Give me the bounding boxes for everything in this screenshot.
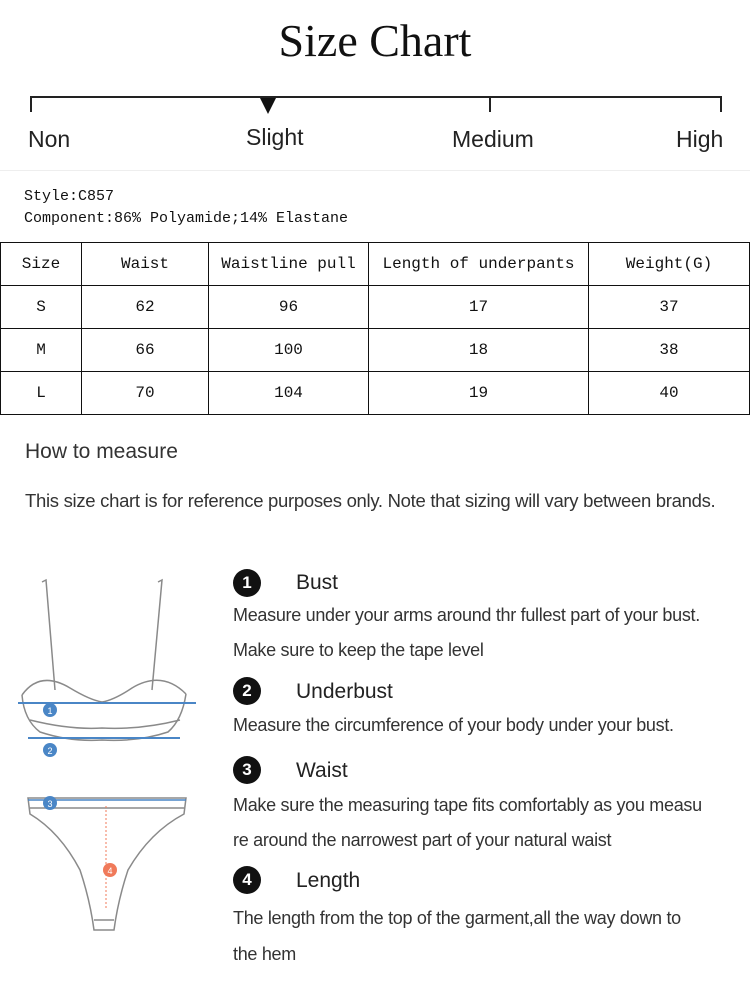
step-1-text-line-2: Make sure to keep the tape level: [233, 640, 484, 660]
table-cell: 40: [589, 372, 750, 415]
step-1-number-icon: 1: [233, 569, 261, 597]
size-table: [0, 242, 750, 415]
table-cell: 62: [82, 286, 209, 329]
step-1-name: Bust: [296, 571, 339, 594]
table-cell: 66: [82, 329, 209, 372]
table-cell: 19: [369, 372, 589, 415]
stretch-label-medium: Medium: [452, 126, 534, 152]
marker-4-label: 4: [107, 866, 113, 876]
table-row: [1, 329, 750, 372]
table-row: [1, 372, 750, 415]
step-2-text-line-1: Measure the circumference of your body under your bust.: [233, 715, 674, 735]
column-header-length: Length of underpants: [369, 243, 589, 286]
bra-cups-top: [22, 680, 186, 702]
step-2-number-icon: 2: [233, 677, 261, 705]
step-4-text-line-1: The length from the top of the garment,all the way down to: [233, 908, 681, 928]
table-cell: 104: [209, 372, 369, 415]
stretch-label-slight: Slight: [246, 124, 304, 150]
divider: [0, 170, 750, 171]
table-cell: M: [1, 329, 82, 372]
table-cell: 70: [82, 372, 209, 415]
column-header-weight: Weight(G): [589, 243, 750, 286]
table-cell: L: [1, 372, 82, 415]
table-cell: S: [1, 286, 82, 329]
step-4-number-icon: 4: [233, 866, 261, 894]
stretch-selected-marker-icon: [260, 98, 276, 114]
marker-2-label: 2: [47, 746, 53, 756]
table-cell: 100: [209, 329, 369, 372]
bra-strap-right: [152, 580, 162, 690]
stretch-label-high: High: [676, 126, 724, 152]
table-row: [1, 286, 750, 329]
stretch-label-non: Non: [28, 126, 71, 152]
step-4-text-line-2: the hem: [233, 944, 296, 964]
how-to-measure-description: This size chart is for reference purposes only. Note that sizing will vary between brands.: [25, 490, 716, 511]
step-1-text-line-1: Measure under your arms around thr fullest part of your bust.: [233, 605, 700, 625]
stretch-scale-line: [30, 96, 722, 98]
stretch-tick-medium: [489, 96, 491, 112]
product-component: Component:86% Polyamide;14% Elastane: [24, 210, 349, 227]
bra-strap-left: [42, 580, 55, 690]
table-cell: 96: [209, 286, 369, 329]
step-3-text-line-1: Make sure the measuring tape fits comfortably as you measu: [233, 795, 702, 815]
column-header-waist: Waist: [82, 243, 209, 286]
marker-1-label: 1: [47, 706, 53, 716]
table-cell: 38: [589, 329, 750, 372]
stretch-tick-high: [720, 96, 722, 112]
table-cell: 18: [369, 329, 589, 372]
column-header-size: Size: [1, 243, 82, 286]
step-2-name: Underbust: [296, 680, 393, 703]
step-3-text-line-2: re around the narrowest part of your natural waist: [233, 830, 612, 850]
column-header-waistline-pull: Waistline pull: [209, 243, 369, 286]
step-4-name: Length: [296, 869, 361, 892]
page-title: Size Chart: [278, 15, 472, 66]
garment-illustration: [10, 570, 210, 950]
table-cell: 37: [589, 286, 750, 329]
how-to-measure-title: How to measure: [25, 440, 178, 463]
stretch-tick-non: [30, 96, 32, 112]
table-header-row: [1, 243, 750, 286]
step-3-name: Waist: [296, 759, 348, 782]
product-style: Style:C857: [24, 188, 115, 205]
marker-3-label: 3: [47, 799, 53, 809]
step-3-number-icon: 3: [233, 756, 261, 784]
table-cell: 17: [369, 286, 589, 329]
